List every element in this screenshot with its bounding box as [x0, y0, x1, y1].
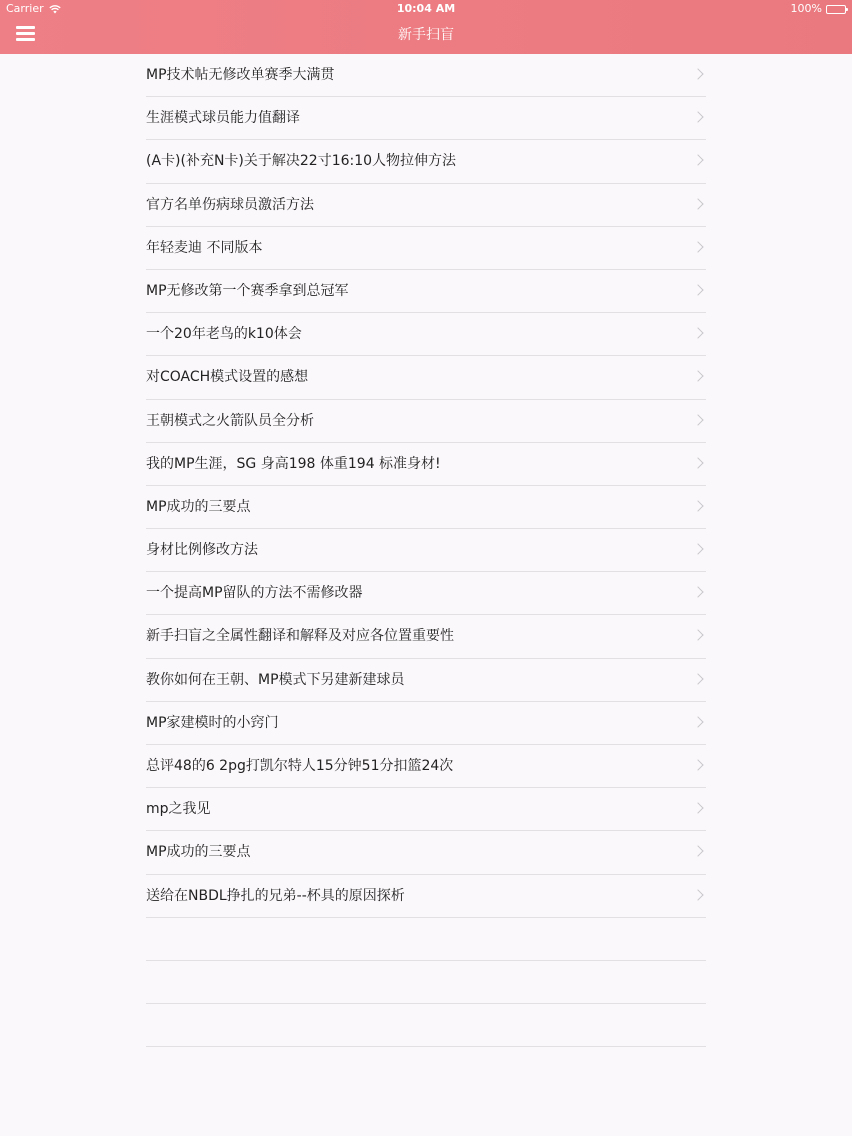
- list-item-label: (A卡)(补充N卡)关于解决22寸16:10人物拉伸方法: [146, 153, 457, 170]
- list-item-label: 一个提高MP留队的方法不需修改器: [146, 585, 363, 602]
- list-item[interactable]: [146, 54, 706, 97]
- chevron-right-icon: [692, 543, 703, 554]
- chevron-right-icon: [692, 630, 703, 641]
- chevron-right-icon: [692, 500, 703, 511]
- battery-indicator: [791, 0, 846, 18]
- battery-percent: 100%: [790, 2, 822, 15]
- list-item[interactable]: [146, 184, 706, 227]
- status-time: 10:04 AM: [396, 2, 456, 15]
- list-item[interactable]: [146, 140, 706, 183]
- chevron-right-icon: [692, 803, 703, 814]
- list-item-label: 一个20年老鸟的k10体会: [146, 326, 302, 343]
- list-item[interactable]: [146, 227, 706, 270]
- list-item[interactable]: [146, 615, 706, 658]
- empty-list-row: [146, 1004, 706, 1047]
- list-item-label: MP成功的三要点: [146, 498, 251, 515]
- list-item[interactable]: [146, 400, 706, 443]
- chevron-right-icon: [692, 241, 703, 252]
- list-item-label: 官方名单伤病球员激活方法: [146, 196, 314, 213]
- list-item-label: 我的MP生涯，SG 身高198 体重194 标准身材!: [146, 455, 441, 472]
- list-item-label: MP无修改第一个赛季拿到总冠军: [146, 282, 349, 299]
- chevron-right-icon: [692, 457, 703, 468]
- article-list: [146, 54, 706, 1047]
- list-item[interactable]: [146, 572, 706, 615]
- list-item[interactable]: [146, 270, 706, 313]
- list-item-label: MP成功的三要点: [146, 844, 251, 861]
- battery-icon: [826, 5, 846, 14]
- chevron-right-icon: [692, 587, 703, 598]
- list-item-label: 对COACH模式设置的感想: [146, 369, 309, 386]
- list-item[interactable]: [146, 745, 706, 788]
- list-item-label: 王朝模式之火箭队员全分析: [146, 412, 314, 429]
- list-item[interactable]: [146, 702, 706, 745]
- list-item[interactable]: [146, 313, 706, 356]
- chevron-right-icon: [692, 155, 703, 166]
- chevron-right-icon: [692, 716, 703, 727]
- list-item[interactable]: [146, 97, 706, 140]
- list-item-label: MP技术帖无修改单赛季大满贯: [146, 67, 335, 83]
- list-item-label: 年轻麦迪 不同版本: [146, 239, 263, 256]
- list-item-label: 教你如何在王朝、MP模式下另建新建球员: [146, 671, 405, 688]
- list-item-label: 生涯模式球员能力值翻译: [146, 110, 300, 127]
- list-item[interactable]: [146, 659, 706, 702]
- chevron-right-icon: [692, 112, 703, 123]
- chevron-right-icon: [692, 198, 703, 209]
- list-item-label: 新手扫盲之全属性翻译和解释及对应各位置重要性: [146, 628, 454, 645]
- empty-list-row: [146, 918, 706, 961]
- chevron-right-icon: [692, 414, 703, 425]
- list-item[interactable]: [146, 356, 706, 399]
- page-title: 新手扫盲: [398, 27, 454, 43]
- chevron-right-icon: [692, 327, 703, 338]
- list-item-label: MP家建模时的小窍门: [146, 714, 279, 731]
- list-item[interactable]: [146, 875, 706, 918]
- status-bar: [0, 0, 852, 18]
- chevron-right-icon: [692, 889, 703, 900]
- empty-list-row: [146, 961, 706, 1004]
- chevron-right-icon: [692, 673, 703, 684]
- list-item[interactable]: [146, 529, 706, 572]
- chevron-right-icon: [692, 68, 703, 79]
- list-item-label: 送给在NBDL挣扎的兄弟--杯具的原因探析: [146, 887, 405, 904]
- chevron-right-icon: [692, 846, 703, 857]
- list-item[interactable]: [146, 443, 706, 486]
- carrier-label: Carrier: [6, 2, 44, 15]
- chevron-right-icon: [692, 759, 703, 770]
- chevron-right-icon: [692, 284, 703, 295]
- navigation-bar: [0, 0, 852, 54]
- chevron-right-icon: [692, 371, 703, 382]
- list-item-label: 总评48的6 2pg打凯尔特人15分钟51分扣篮24次: [146, 758, 454, 774]
- list-item[interactable]: [146, 788, 706, 831]
- list-item-label: 身材比例修改方法: [146, 542, 258, 559]
- list-item[interactable]: [146, 486, 706, 529]
- list-item-label: mp之我见: [146, 801, 211, 818]
- list-item[interactable]: [146, 831, 706, 874]
